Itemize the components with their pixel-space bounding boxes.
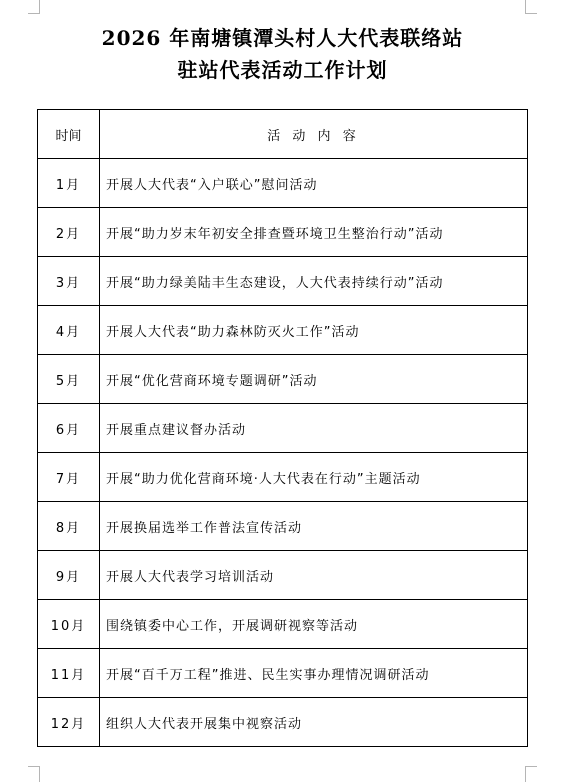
table-row xyxy=(38,257,528,306)
activity-cell: 开展重点建议督办活动 xyxy=(100,404,528,453)
corner-mark-bottom-right-v xyxy=(525,766,526,782)
month-cell: 2月 xyxy=(38,208,100,257)
activity-cell: 开展“助力岁末年初安全排查暨环境卫生整治行动”活动 xyxy=(100,208,528,257)
corner-mark-top-right-h xyxy=(525,13,537,14)
table-row xyxy=(38,649,528,698)
month-cell: 1月 xyxy=(38,159,100,208)
activity-cell: 开展“百千万工程”推进、民生实事办理情况调研活动 xyxy=(100,649,528,698)
activity-cell: 组织人大代表开展集中视察活动 xyxy=(100,698,528,747)
title-line-1: 2026 年南塘镇潭头村人大代表联络站 xyxy=(101,26,464,50)
table-row xyxy=(38,404,528,453)
corner-mark-bottom-right-h xyxy=(525,766,537,767)
table-row xyxy=(38,208,528,257)
activity-cell: 开展换届选举工作普法宣传活动 xyxy=(100,502,528,551)
table-row xyxy=(38,502,528,551)
activity-cell: 围绕镇委中心工作，开展调研视察等活动 xyxy=(100,600,528,649)
table-row xyxy=(38,159,528,208)
month-cell: 5月 xyxy=(38,355,100,404)
table-row xyxy=(38,600,528,649)
month-cell: 10月 xyxy=(38,600,100,649)
document-title xyxy=(0,22,565,86)
corner-mark-top-right-v xyxy=(525,0,526,14)
activity-cell: 开展“助力优化营商环境·人大代表在行动”主题活动 xyxy=(100,453,528,502)
activity-cell: 开展“优化营商环境专题调研”活动 xyxy=(100,355,528,404)
month-cell: 8月 xyxy=(38,502,100,551)
activity-plan-table xyxy=(37,109,528,747)
month-cell: 11月 xyxy=(38,649,100,698)
corner-mark-top-left-v xyxy=(39,0,40,14)
month-cell: 12月 xyxy=(38,698,100,747)
month-cell: 3月 xyxy=(38,257,100,306)
month-cell: 6月 xyxy=(38,404,100,453)
title-line-2: 驻站代表活动工作计划 xyxy=(177,58,388,82)
corner-mark-bottom-left-v xyxy=(39,766,40,782)
month-cell: 9月 xyxy=(38,551,100,600)
table-row xyxy=(38,698,528,747)
header-time: 时间 xyxy=(38,110,100,159)
table-row xyxy=(38,306,528,355)
table-row xyxy=(38,453,528,502)
activity-cell: 开展“助力绿美陆丰生态建设，人大代表持续行动”活动 xyxy=(100,257,528,306)
header-content: 活 动 内 容 xyxy=(100,110,528,159)
activity-cell: 开展人大代表学习培训活动 xyxy=(100,551,528,600)
activity-cell: 开展人大代表“入户联心”慰问活动 xyxy=(100,159,528,208)
table-header-row xyxy=(38,110,528,159)
table-row xyxy=(38,551,528,600)
month-cell: 7月 xyxy=(38,453,100,502)
activity-cell: 开展人大代表“助力森林防灭火工作”活动 xyxy=(100,306,528,355)
month-cell: 4月 xyxy=(38,306,100,355)
table-row xyxy=(38,355,528,404)
